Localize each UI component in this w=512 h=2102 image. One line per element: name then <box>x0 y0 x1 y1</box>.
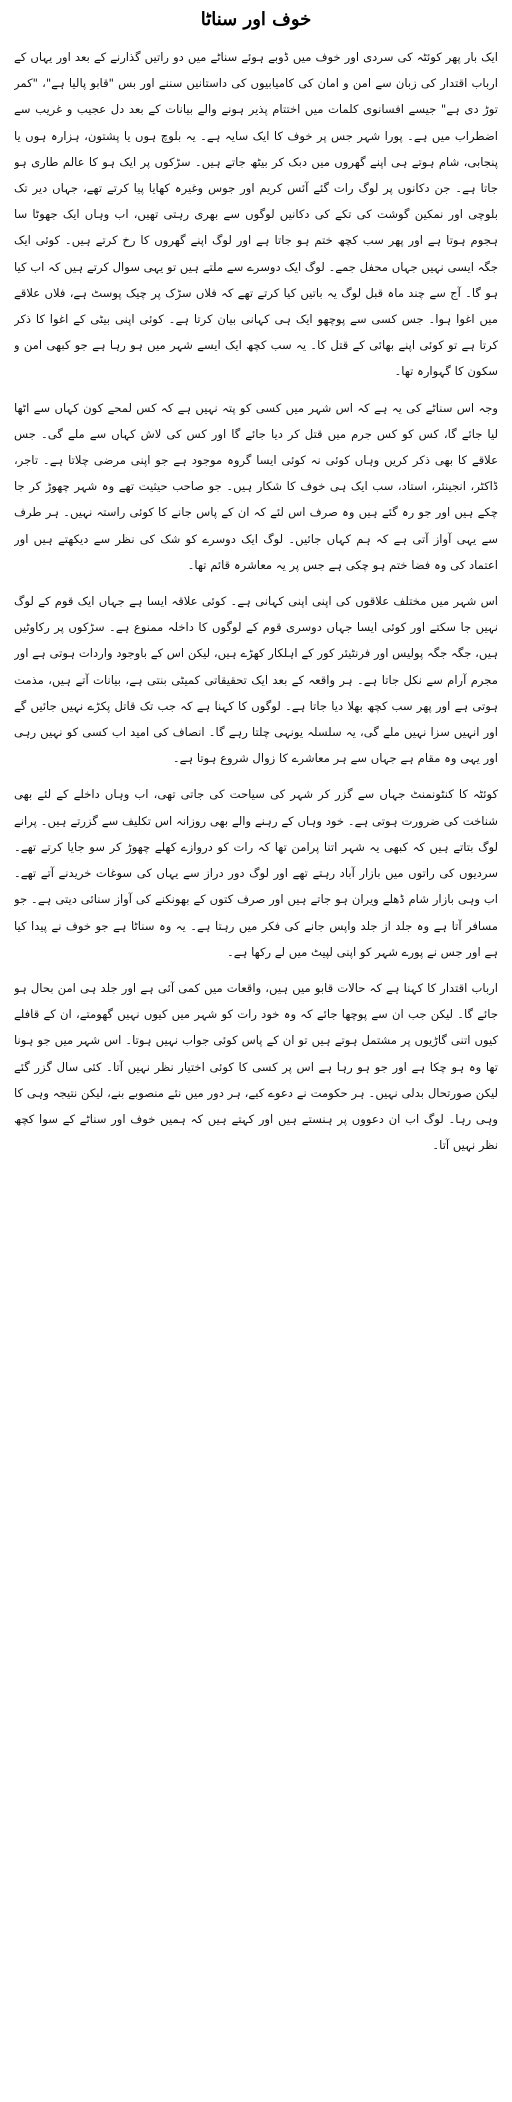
article-title: خوف اور سناٹا <box>200 9 312 30</box>
article-body <box>14 44 498 2094</box>
article-paragraph: ارباب اقتدار کا کہنا ہے کہ حالات قابو میں ہیں، واقعات میں کمی آئی ہے اور جلد ہی امن بحال ہو جائے گا۔ لیکن جب ان سے پوچھا جائے کہ وہ خود رات کو شہر میں کیوں نہیں گھومتے، ان کے قافلے کیوں اتنی گاڑیوں پر مشتمل ہوتے ہیں تو ان کے پاس کوئی جواب نہیں ہوتا۔ اس شہر میں جو ہونا تھا وہ ہو چکا ہے اور جو ہو رہا ہے اس پر کسی کا کوئی اختیار نظر نہیں آتا۔ کئی سال گزر گئے لیکن صورتحال بدلی نہیں۔ ہر حکومت نے دعوے کیے، ہر دور میں نئے منصوبے بنے، لیکن نتیجہ وہی کا وہی رہا۔ لوگ اب ان دعووں پر ہنستے ہیں اور کہتے ہیں کہ ہمیں خوف اور سناٹے کے سوا کچھ نظر نہیں آتا۔ <box>14 980 498 1153</box>
article-paragraph: وجہ اس سناٹے کی یہ ہے کہ اس شہر میں کسی کو پتہ نہیں ہے کہ کس لمحے کون کہاں سے اٹھا لیا جائے گا، کس کو کس جرم میں قتل کر دیا جائے گا اور کس کی لاش کہاں سے ملے گی۔ جس علاقے کا بھی ذکر کریں وہاں کوئی نہ کوئی ایسا گروہ موجود ہے جو اپنی مرضی چلاتا ہے۔ تاجر، ڈاکٹر، انجینئر، استاد، سب ایک ہی خوف کا شکار ہیں۔ جو صاحب حیثیت تھے وہ شہر چھوڑ کر جا چکے ہیں اور جو رہ گئے ہیں وہ صرف اس لئے کہ ان کے پاس جانے کا کوئی راستہ نہیں۔ ہر طرف سے یہی آواز آتی ہے کہ ہم کہاں جائیں۔ لوگ ایک دوسرے کو شک کی نظر سے دیکھتے ہیں اور اعتماد کی وہ فضا ختم ہو چکی ہے جس پر یہ معاشرہ قائم تھا۔ <box>14 400 498 572</box>
article-paragraph: کوئٹہ کا کنٹونمنٹ جہاں سے گزر کر شہر کی سیاحت کی جاتی تھی، اب وہاں داخلے کے لئے بھی شناخت کی ضرورت ہوتی ہے۔ خود وہاں کے رہنے والے بھی روزانہ اس تکلیف سے گزرتے ہیں۔ پرانے لوگ بتاتے ہیں کہ کبھی یہ شہر اتنا پرامن تھا کہ رات کو دروازے کھلے چھوڑ کر سو جایا کرتے تھے۔ سردیوں کی راتوں میں بازار آباد رہتے تھے اور لوگ دور دراز سے یہاں کی سوغات خریدنے آتے تھے۔ اب وہی بازار شام ڈھلے ویران ہو جاتے ہیں اور صرف کتوں کے بھونکنے کی آواز سنائی دیتی ہے۔ جو مسافر آتا ہے وہ جلد از جلد واپس جانے کی فکر میں رہتا ہے۔ یہ وہ سناٹا ہے جو خوف نے پیدا کیا ہے اور جس نے پورے شہر کو اپنی لپیٹ میں لے رکھا ہے۔ <box>14 787 498 959</box>
article-paragraph: ایک بار پھر کوئٹہ کی سردی اور خوف میں ڈوبے ہوئے سناٹے میں دو راتیں گذارنے کے بعد اور یہاں کے ارباب اقتدار کی زبان سے امن و امان کی کامیابیوں کی داستانیں سننے اور بس "قابو پالیا ہے"، "کمر توڑ دی ہے" جیسے افسانوی کلمات میں اختتام پذیر ہونے والے بیانات کے بعد دل عجیب و غریب سے اضطراب میں ہے۔ پورا شہر جس پر خوف کا ایک سایہ ہے۔ یہ بلوچ ہوں یا پشتون، ہزارہ ہوں یا پنجابی، شام ہوتے ہی اپنے گھروں میں دبک کر بیٹھ جاتے ہیں۔ سڑکوں پر ایک ہو کا عالم طاری ہو جاتا ہے۔ جن دکانوں پر لوگ رات گئے آئس کریم اور جوس وغیرہ کھایا پیا کرتے تھے، جہاں دیر تک بلوچی اور نمکین گوشت کی تکے کی دکانیں لوگوں سے بھری رہتی تھیں، اب وہاں ایک جھوٹا سا ہجوم ہوتا ہے اور پھر سب کچھ ختم ہو جاتا ہے اور لوگ اپنے گھروں کا رخ کرتے ہیں۔ کوئی ایک جگہ ایسی نہیں جہاں محفل جمے۔ لوگ ایک دوسرے سے ملتے ہیں تو یہی سوال کرتے ہیں کہ اب کیا ہو گا۔ آج سے چند ماہ قبل لوگ یہ باتیں کیا کرتے تھے کہ فلاں سڑک پر چیک پوسٹ ہے، فلاں علاقے میں اغوا ہوا۔ جس کسی سے پوچھو ایک ہی کہانی بیان کرتا ہے۔ کوئی اپنی بیٹی کے اغوا کا ذکر کرتا ہے تو کوئی اپنے بھائی کے قتل کا۔ یہ سب کچھ ایک ایسے شہر میں ہو رہا ہے جو کبھی امن و سکون کا گہوارہ تھا۔ <box>14 50 498 379</box>
article-paragraph: اس شہر میں مختلف علاقوں کی اپنی اپنی کہانی ہے۔ کوئی علاقہ ایسا ہے جہاں ایک قوم کے لوگ نہیں جا سکتے اور کوئی ایسا جہاں دوسری قوم کے لوگوں کا داخلہ ممنوع ہے۔ سڑکوں پر رکاوٹیں ہیں، جگہ جگہ پولیس اور فرنٹیئر کور کے اہلکار کھڑے ہیں، لیکن اس کے باوجود واردات ہوتی ہے اور مجرم آرام سے نکل جاتا ہے۔ ہر واقعہ کے بعد ایک تحقیقاتی کمیٹی بنتی ہے، بیانات آتے ہیں، مذمت ہوتی ہے اور پھر سب کچھ بھلا دیا جاتا ہے۔ لوگوں کا کہنا ہے کہ جب تک قاتل پکڑے نہیں جائیں گے اور انہیں سزا نہیں ملے گی، یہ سلسلہ یونہی چلتا رہے گا۔ انصاف کی امید اب کسی کو نہیں رہی اور یہی وہ مقام ہے جہاں سے ہر معاشرے کا زوال شروع ہوتا ہے۔ <box>14 594 498 766</box>
